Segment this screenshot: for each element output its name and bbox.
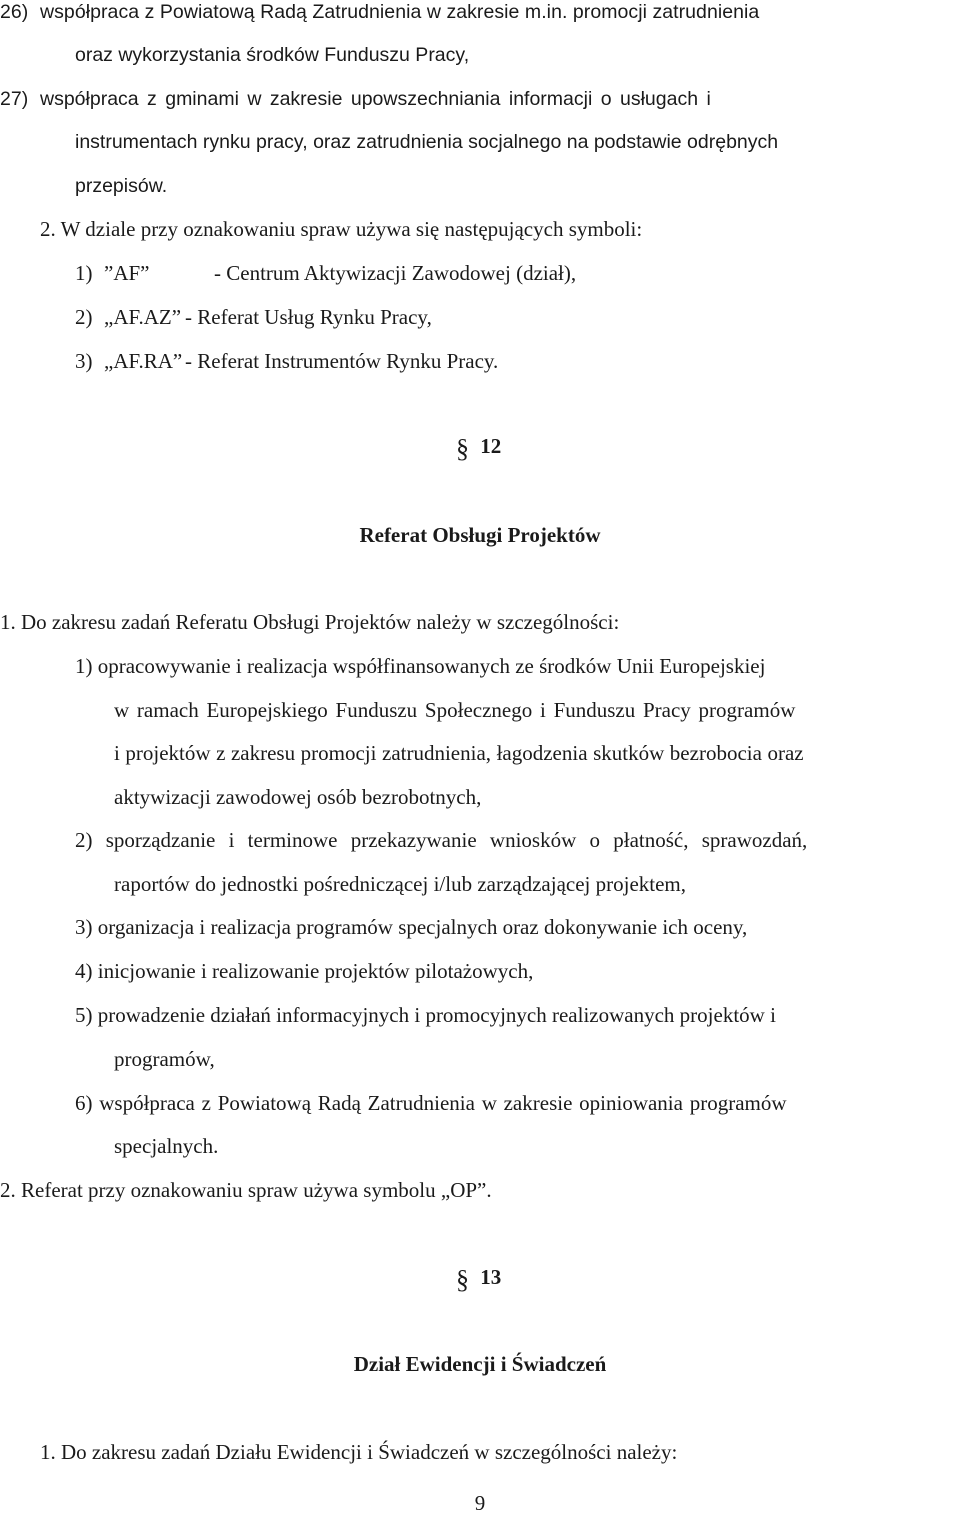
item-26-line2: oraz wykorzystania środków Funduszu Pracy, xyxy=(75,44,470,66)
sec12-item-6-line2: specjalnych. xyxy=(114,1134,219,1158)
page-number: 9 xyxy=(474,1491,486,1515)
sec12-item-2-line2: raportów do jednostki pośredniczącej i/lub zarządzającej projektem, xyxy=(114,872,687,896)
symbol-item-1-desc: - Centrum Aktywizacji Zawodowej (dział), xyxy=(214,261,577,285)
symbol-item-2-number: 2) xyxy=(75,305,93,329)
item-27-number: 27) xyxy=(0,88,29,110)
section-13-number: 13 xyxy=(480,1265,502,1289)
sec12-item-1-line3: i projektów z zakresu promocji zatrudnienia, łagodzenia skutków bezrobocia oraz xyxy=(114,741,804,765)
symbols-intro: 2. W dziale przy oznakowaniu spraw używa się następujących symboli: xyxy=(40,217,643,241)
sec12-paragraph-1: 1. Do zakresu zadań Referatu Obsługi Projektów należy w szczególności: xyxy=(0,610,620,634)
symbol-item-3-code: „AF.RA” xyxy=(104,349,183,373)
sec12-item-1-line2: w ramach Europejskiego Funduszu Społecznego i Funduszu Pracy programów xyxy=(114,698,796,722)
sec12-paragraph-2: 2. Referat przy oznakowaniu spraw używa symbolu „OP”. xyxy=(0,1178,492,1202)
symbol-item-3-number: 3) xyxy=(75,349,93,373)
sec12-item-5-line2: programów, xyxy=(114,1047,215,1071)
section-sign-icon: § xyxy=(456,1265,469,1294)
section-12-heading xyxy=(456,436,501,462)
item-26-line1: współpraca z Powiatową Radą Zatrudnienia w zakresie m.in. promocji zatrudnienia xyxy=(40,1,760,23)
section-13-title: Dział Ewidencji i Świadczeń xyxy=(353,1352,607,1376)
sec12-item-6-line1: 6) współpraca z Powiatową Radą Zatrudnienia w zakresie opiniowania programów xyxy=(75,1091,787,1115)
sec12-item-5-line1: 5) prowadzenie działań informacyjnych i promocyjnych realizowanych projektów i xyxy=(75,1003,776,1027)
symbol-item-1-code: ”AF” xyxy=(104,261,150,285)
sec12-item-2-line1: 2) sporządzanie i terminowe przekazywanie wniosków o płatność, sprawozdań, xyxy=(75,828,808,852)
sec12-item-1-line4: aktywizacji zawodowej osób bezrobotnych, xyxy=(114,785,482,809)
sec13-paragraph-1: 1. Do zakresu zadań Działu Ewidencji i Świadczeń w szczególności należy: xyxy=(40,1440,678,1464)
symbol-item-1-number: 1) xyxy=(75,261,93,285)
section-12-number: 12 xyxy=(480,434,502,458)
item-27-line2: instrumentach rynku pracy, oraz zatrudnienia socjalnego na podstawie odrębnych xyxy=(75,131,779,153)
item-26-number: 26) xyxy=(0,1,29,23)
symbol-item-2-desc: - Referat Usług Rynku Pracy, xyxy=(185,305,432,329)
section-12-title: Referat Obsługi Projektów xyxy=(359,523,601,547)
symbol-item-3-desc: - Referat Instrumentów Rynku Pracy. xyxy=(185,349,499,373)
item-27-line3: przepisów. xyxy=(75,175,168,197)
sec12-item-3: 3) organizacja i realizacja programów specjalnych oraz dokonywanie ich oceny, xyxy=(75,915,748,939)
sec12-item-4: 4) inicjowanie i realizowanie projektów pilotażowych, xyxy=(75,959,534,983)
sec12-item-1-line1: 1) opracowywanie i realizacja współfinansowanych ze środków Unii Europejskiej xyxy=(75,654,766,678)
item-27-line1: współpraca z gminami w zakresie upowszechniania informacji o usługach i xyxy=(40,88,711,110)
symbol-item-2-code: „AF.AZ” xyxy=(104,305,182,329)
section-13-heading xyxy=(456,1267,501,1293)
section-sign-icon: § xyxy=(456,434,469,463)
